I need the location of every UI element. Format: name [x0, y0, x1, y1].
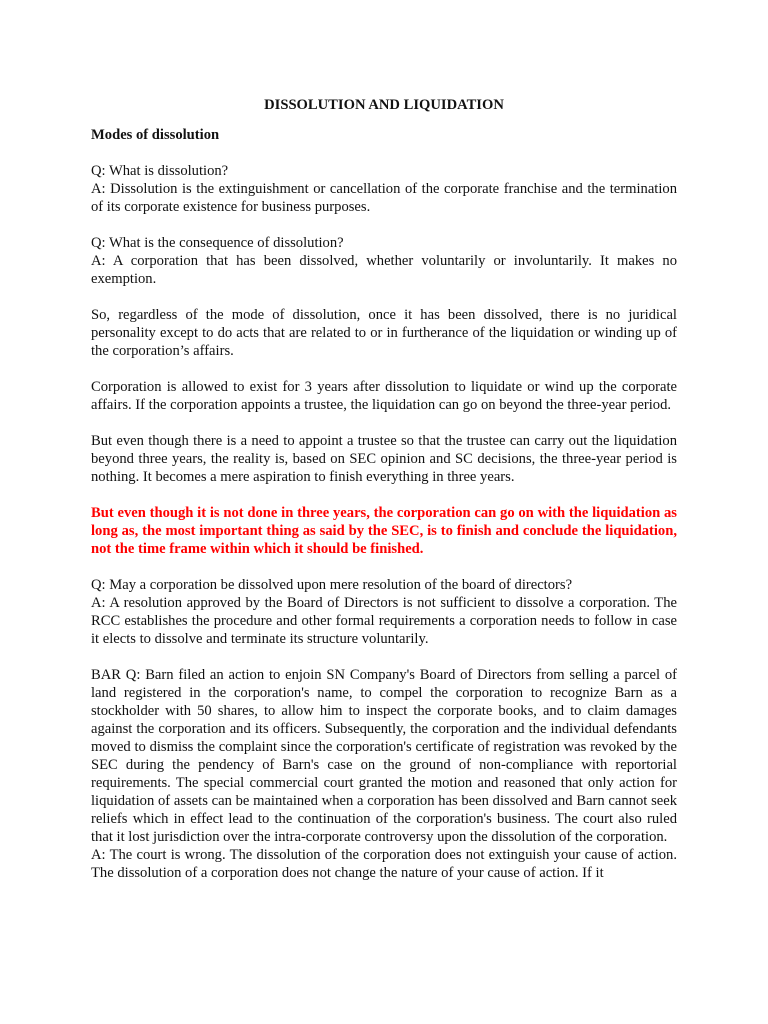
paragraph-juridical-personality: So, regardless of the mode of dissolution, once it has been dissolved, there is no juridical personality except to do acts that are related to or in furtherance of the liquidation or winding up of the corporation’s affairs.: [91, 307, 677, 359]
answer-text: A: Dissolution is the extinguishment or cancellation of the corporate franchise and the termination of its corporate existence for business purposes.: [91, 181, 677, 215]
bar-question: BAR Q: Barn filed an action to enjoin SN Company's Board of Directors from selling a parcel of land registered in the corporation's name, to compel the corporation to recognize Barn as a stockholder with 50 shares, to allow him to inspect the corporate books, and to claim damages against the corporation and its officers. Subsequently, the corporation and the individual defendants moved to dismiss the complaint since the corporation's certificate of registration was revoked by the SEC during the pendency of Barn's case on the ground of non-compliance with reportorial requirements. The special commercial court granted the motion and reasoned that only action for liquidation of assets can be maintained when a corporation has been dissolved and Barn cannot seek reliefs which in effect lead to the continuation of the corporation's business. The court also ruled that it lost jurisdiction over the intra-corporate controversy upon the dissolution of the corporation.: [91, 667, 677, 845]
paragraph-trustee: But even though there is a need to appoint a trustee so that the trustee can carry out the liquidation beyond three years, the reality is, based on SEC opinion and SC decisions, the three-year period is nothing. It becomes a mere aspiration to finish everything in three years.: [91, 433, 677, 485]
qa-board-resolution: [91, 576, 677, 648]
document-title: DISSOLUTION AND LIQUIDATION: [264, 97, 504, 113]
answer-text: A: A corporation that has been dissolved, whether voluntarily or involuntarily. It makes no exemption.: [91, 253, 677, 287]
qa-dissolution: [91, 162, 677, 216]
paragraph-three-years: Corporation is allowed to exist for 3 years after dissolution to liquidate or wind up the corporate affairs. If the corporation appoints a trustee, the liquidation can go on beyond the three-year period.: [91, 379, 677, 413]
paragraph-emphasis: But even though it is not done in three years, the corporation can go on with the liquidation as long as, the most important thing as said by the SEC, is to finish and conclude the liquidation, not the time frame within which it should be finished.: [91, 505, 677, 557]
question-text: Q: May a corporation be dissolved upon mere resolution of the board of directors?: [91, 577, 573, 593]
question-text: Q: What is dissolution?: [91, 163, 229, 179]
bar-answer: A: The court is wrong. The dissolution of the corporation does not extinguish your cause of action. The dissolution of a corporation does not change the nature of your cause of action. If it: [91, 847, 677, 881]
answer-text: A: A resolution approved by the Board of Directors is not sufficient to dissolve a corporation. The RCC establishes the procedure and other formal requirements a corporation needs to follow in case it elects to dissolve and terminate its structure voluntarily.: [91, 595, 677, 647]
qa-consequence: [91, 234, 677, 288]
question-text: Q: What is the consequence of dissolution?: [91, 235, 344, 251]
section-heading: Modes of dissolution: [91, 127, 220, 143]
